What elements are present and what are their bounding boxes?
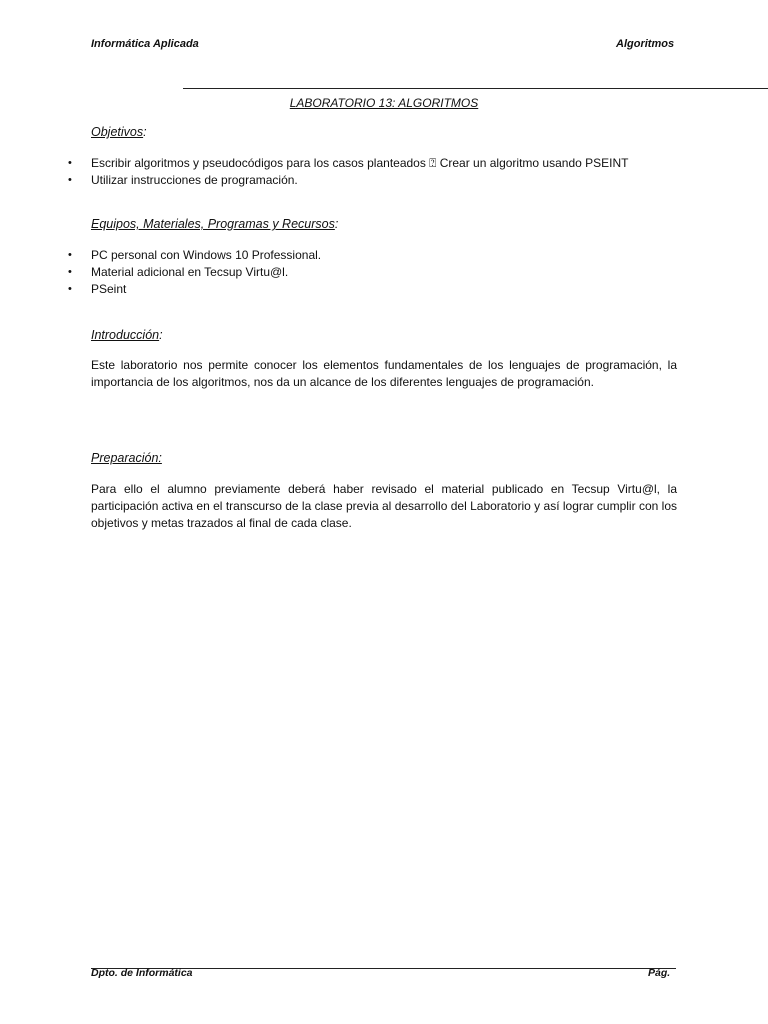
preparacion-heading [91, 451, 162, 465]
equipo-item-1: PC personal con Windows 10 Professional. [91, 248, 322, 262]
list-item [0, 155, 768, 172]
introduccion-heading-suffix: : [159, 328, 163, 342]
bullet: • [68, 283, 72, 295]
objetivos-heading [91, 125, 147, 139]
objetivos-heading-suffix: : [143, 125, 147, 139]
preparacion-text: Para ello el alumno previamente deberá haber revisado el material publicado en Tecsup Virtu@l, la participación activa en el transcurso de la clase previa al desarrollo del Laboratorio y así lograr cumplir con los objetivos y metas trazados al final de cada clase. [91, 482, 677, 530]
objetivos-list [0, 155, 768, 189]
bullet: • [68, 266, 72, 278]
equipos-list [0, 247, 768, 298]
objetivo-item-2: Utilizar instrucciones de programación. [91, 173, 298, 187]
list-item [0, 172, 768, 189]
bullet: • [68, 174, 72, 186]
header-rule [183, 88, 768, 89]
equipo-item-2: Material adicional en Tecsup Virtu@l. [91, 265, 289, 279]
list-item [0, 247, 768, 264]
list-item [0, 264, 768, 281]
equipo-item-3: PSeint [91, 282, 127, 296]
footer-left: Dpto. de Informática [91, 967, 193, 979]
equipos-heading [91, 217, 338, 231]
introduccion-text: Este laboratorio nos permite conocer los elementos fundamentales de los lenguajes de programación, la importancia de los algoritmos, nos da un alcance de los diferentes lenguajes de programación. [91, 358, 677, 389]
objetivos-heading-text: Objetivos [91, 125, 144, 139]
footer-right: Pág. [648, 967, 671, 979]
bullet: • [68, 157, 72, 169]
bullet: • [68, 249, 72, 261]
preparacion-heading-text: Preparación: [91, 451, 162, 465]
equipos-heading-text: Equipos, Materiales, Programas y Recursos [91, 217, 335, 231]
introduccion-heading [91, 328, 163, 342]
introduccion-heading-text: Introducción [91, 328, 160, 342]
list-item [0, 281, 768, 298]
lab-title: LABORATORIO 13: ALGORITMOS [289, 96, 479, 110]
header-left: Informática Aplicada [91, 38, 199, 50]
objetivo-item-1: Escribir algoritmos y pseudocódigos para los casos planteados ⍰ Crear un algoritmo usando PSEINT [91, 156, 629, 170]
header-right: Algoritmos [616, 38, 675, 50]
equipos-heading-suffix: : [334, 217, 339, 231]
